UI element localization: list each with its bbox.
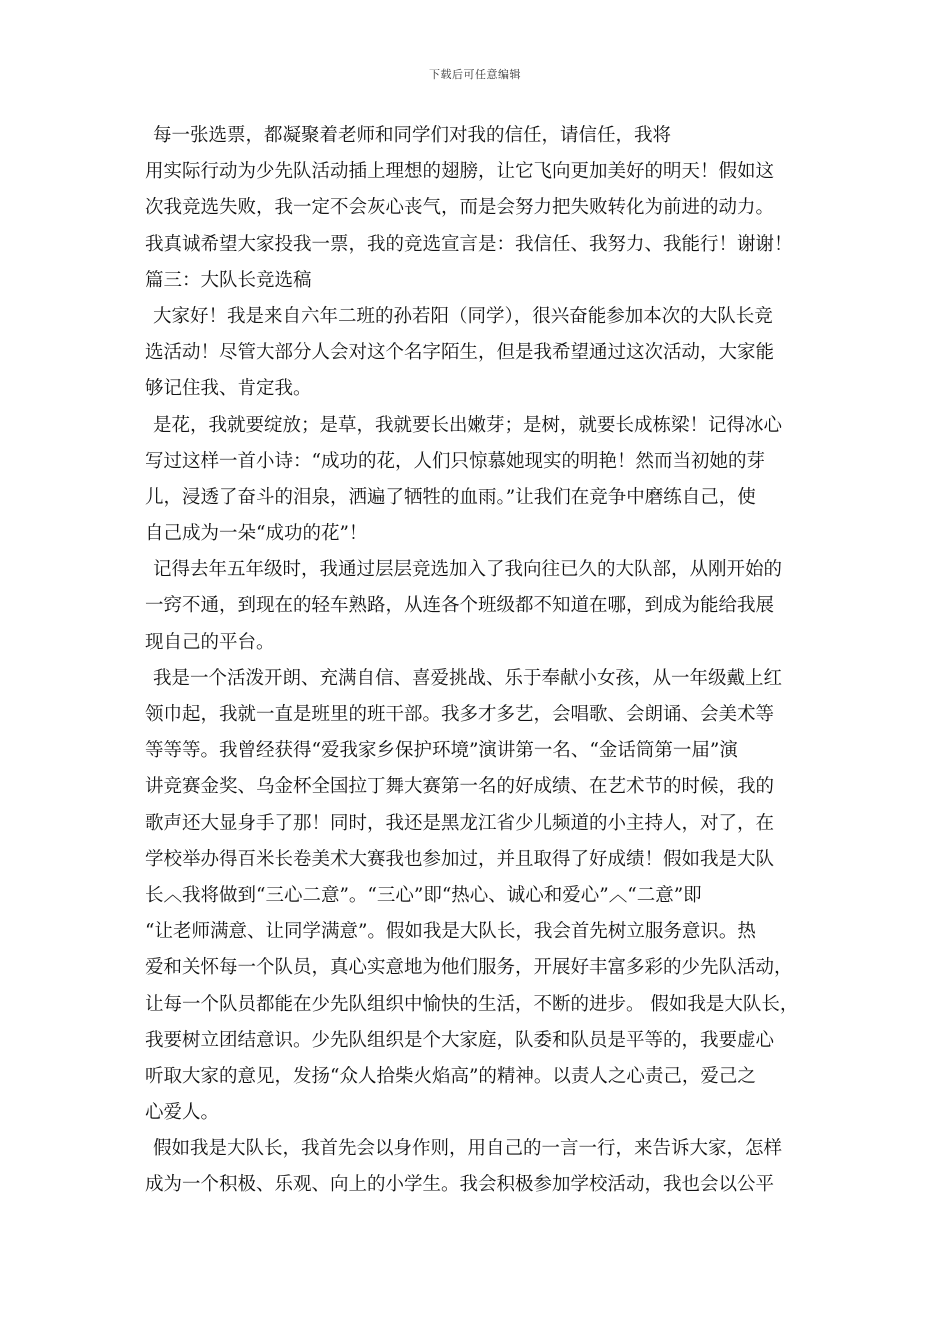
text-line: 成为一个积极、乐观、向上的小学生。我会积极参加学校活动，我也会以公平	[145, 1174, 775, 1196]
text-line: 我要树立团结意识。少先队组织是个大家庭，队委和队员是平等的，我要虚心	[145, 1029, 775, 1051]
text-line: 等等等。我曾经获得“爱我家乡保护环境”演讲第一名、“金话筒第一届”演	[145, 740, 738, 762]
text-line: 歌声还大显身手了那！同时，我还是黑龙江省少儿频道的小主持人，对了，在	[145, 812, 775, 834]
text-line: 儿，浸透了奋斗的泪泉，洒遍了牺牲的血雨。”让我们在竞争中磨练自己，使	[145, 486, 756, 508]
page-header: 下载后可任意编辑	[429, 68, 521, 81]
text-line: 长︿我将做到“三心二意”。“三心”即“热心、诚心和爱心”︿“二意”即	[145, 884, 702, 906]
text-line: 心爱人。	[145, 1102, 220, 1124]
text-line: 大家好！我是来自六年二班的孙若阳（同学），很兴奋能参加本次的大队长竞	[153, 305, 773, 327]
text-line: 我真诚希望大家投我一票，我的竞选宣言是：我信任、我努力、我能行！谢谢！	[145, 233, 793, 255]
text-line: 听取大家的意见，发扬“众人拾柴火焰高”的精神。以责人之心责己，爱己之	[145, 1065, 756, 1087]
text-line: 假如我是大队长，我首先会以身作则，用自己的一言一行，来告诉大家，怎样	[153, 1138, 783, 1160]
text-line: 每一张选票，都凝聚着老师和同学们对我的信任，请信任，我将	[153, 125, 672, 146]
text-line: 爱和关怀每一个队员，真心实意地为他们服务，开展好丰富多彩的少先队活动，	[145, 957, 793, 979]
document-body	[145, 118, 810, 1204]
text-line: 写过这样一首小诗：“成功的花，人们只惊慕她现实的明艳！然而当初她的芽	[145, 450, 765, 472]
text-line: 领巾起，我就一直是班里的班干部。我多才多艺，会唱歌、会朗诵、会美术等	[145, 704, 775, 725]
text-line: 自己成为一朵“成功的花”！	[145, 523, 368, 545]
text-line: 选活动！尽管大部分人会对这个名字陌生，但是我希望通过这次活动，大家能	[145, 342, 775, 364]
text-line: 我是一个活泼开朗、充满自信、喜爱挑战、乐于奉献小女孩，从一年级戴上红	[153, 667, 783, 689]
text-line: “让老师满意、让同学满意”。假如我是大队长，我会首先树立服务意识。热	[145, 921, 756, 943]
text-line: 一窍不通，到现在的轻车熟路，从连各个班级都不知道在哪，到成为能给我展	[145, 595, 775, 617]
text-line: 是花，我就要绽放；是草，我就要长出嫩芽；是树，就要长成栋梁！记得冰心	[153, 414, 783, 436]
text-line: 现自己的平台。	[145, 631, 275, 653]
text-line: 让每一个队员都能在少先队组织中愉快的生活，不断的进步。 假如我是大队长，	[145, 993, 799, 1015]
text-line: 讲竞赛金奖、乌金杯全国拉丁舞大赛第一名的好成绩、在艺术节的时候，我的	[145, 776, 775, 798]
text-line: 够记住我、肯定我。	[145, 378, 312, 400]
text-line: 学校举办得百米长卷美术大赛我也参加过，并且取得了好成绩！假如我是大队	[145, 848, 775, 870]
text-line: 篇三：大队长竞选稿	[145, 269, 312, 291]
text-line: 次我竞选失败，我一定不会灰心丧气，而是会努力把失败转化为前进的动力。	[145, 197, 775, 219]
text-line: 记得去年五年级时，我通过层层竞选加入了我向往已久的大队部，从刚开始的	[153, 559, 783, 581]
text-line: 用实际行动为少先队活动插上理想的翅膀，让它飞向更加美好的明天！假如这	[145, 161, 775, 183]
